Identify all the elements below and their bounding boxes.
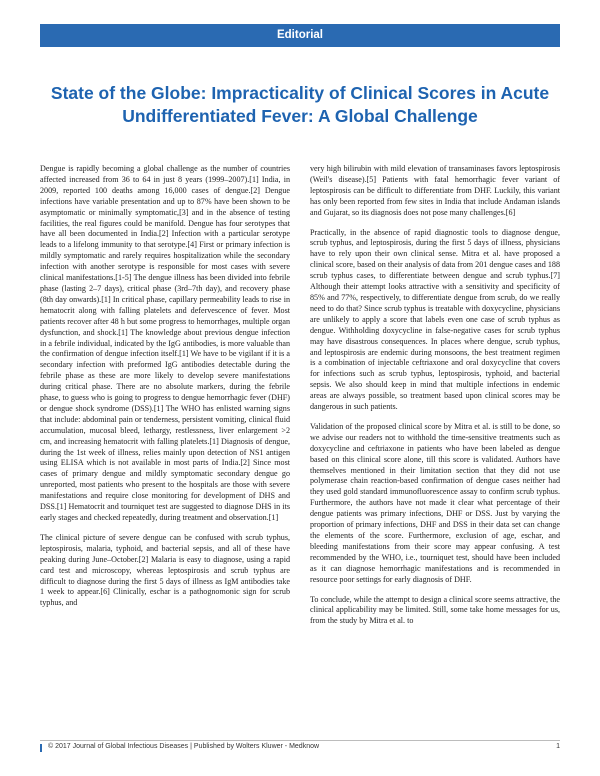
right-paragraph-2: Practically, in the absence of rapid diagnostic tools to diagnose dengue, scrub typhus, and leptospirosis, during the first 5 days of illness, physicians have to rely upon their own clinical sense. Mitra et al. have proposed a clinical score, based on their analysis of data from 201 dengue cases and 188 scrub typhus cases, to differentiate between dengue and scrub typhus.[7] Although their attempt looks attractive with a sensitivity and specificity of 85% and 77%, respectively, to differentiate dengue from scrub, do we really need to do that? Since scrub typhus is treatable with doxycycline, physicians are unlikely to apply a score that labels even one case of scrub typhus as dengue. Withholding doxycycline in false-negative cases for scrub typhus may have disastrous consequences. In places where dengue, scrub typhus, and leptospirosis are endemic during monsoons, the best treatment regimen is a combination of injectable ceftriaxone and oral doxycycline that covers for infections such as scrub typhus, leptospirosis, typhoid, and bacterial sepsis. We also should keep in mind that multiple infections in endemic areas are always possible, so treatment based upon clinical scores may be dangerous in such patients. <box>310 227 560 412</box>
right-column <box>310 164 560 729</box>
page-number: 1 <box>556 743 560 750</box>
section-banner <box>40 24 560 47</box>
left-paragraph-1: Dengue is rapidly becoming a global challenge as the number of countries affected increased from 36 to 64 in just 8 years (1999–2007).[1] India, in 2009, reported 100 deaths among 16,000 cases of dengue.[2] Dengue infections have variable presentation and up to 87% have been shown to be asymptomatic or minimally symptomatic,[3] and in the absence of testing facilities, the real figures could be manifold. Dengue has four serotypes that have all been documented in India.[2] Infection with a particular serotype leads to a lifelong immunity to that serotype.[4] First or primary infection is mildly symptomatic and rarely requires hospitalization while the secondary infection with another serotype is responsible for most cases with severe clinical manifestations.[1-5] The dengue illness has been divided into febrile phase (lasting 2–7 days), critical phase (3rd–7th day), and recovery phase (8th day onwards).[1] In critical phase, capillary permeability leads to rise in hematocrit along with falling platelets and defervescence of fever. Most patients recover after 48 h but some progress to hemorrhages, multiple organ dysfunction, and shock.[1] The knowledge about previous dengue infection in a febrile individual, indicated by the IgG antibodies, is more valuable than the confirmation of dengue infection itself.[1] We have to be vigilant if it is a secondary infection with preformed IgG antibodies detectable during the febrile phase as these are more likely to develop severe manifestations during critical phase. There are no absolute markers, during the febrile phase, to guess who is going to progress to dengue hemorrhagic fever (DHF) or dengue shock syndrome (DSS).[1] The WHO has enlisted warning signs that include: abdominal pain or tenderness, persistent vomiting, clinical fluid accumulation, mucosal bleed, lethargy, restlessness, liver enlargement >2 cm, and increasing hematocrit with falling platelets.[1] Diagnosis of dengue, during the 1st week of illness, relies mainly upon detection of NS1 antigen using ELISA which is not available in most parts of India.[2] Since most cases of primary dengue and mildly symptomatic secondary dengue go unreported, most patients who present to the hospitals are those with severe manifestations and require close monitoring for development of DHS and DSS.[1] Hematocrit and tourniquet test are suggested to diagnose DHS in its early stages and checked repeatedly, during treatment and observation.[1] <box>40 164 290 522</box>
left-paragraph-2: The clinical picture of severe dengue can be confused with scrub typhus, leptospirosis, malaria, typhoid, and bacterial sepsis, and all of these have peaking during June–October.[2] Malaria is easy to diagnose, using a rapid card test and microscopy, whereas leptospirosis and scrub typhus are difficult to diagnose during the first 5 days of illness as IgM antibodies take 1 week to appear.[6] Clinically, eschar is a pathognomonic sign for scrub typhus, and <box>40 532 290 608</box>
footer-accent-bar <box>40 744 42 752</box>
right-paragraph-1: very high bilirubin with mild elevation of transaminases favors leptospirosis (Weil's disease).[5] Patients with fatal hemorrhagic fever variant of leptospirosis can be difficult to differentiate from DHF. Luckily, this variant has only been reported from few sites in India that include Andaman islands and Gujarat, so its diagnosis does not pose many challenges.[6] <box>310 164 560 217</box>
footer-copyright: © 2017 Journal of Global Infectious Diseases | Published by Wolters Kluwer - Medknow <box>48 743 320 750</box>
article-title: State of the Globe: Impracticality of Clinical Scores in Acute Undifferentiated Fever: A Global Challenge <box>50 83 550 126</box>
right-paragraph-4: To conclude, while the attempt to design a clinical score seems attractive, the clinical applicability may be limited. Still, some take home messages for us, from the study by Mitra et al. to <box>310 594 560 626</box>
left-column <box>40 164 290 729</box>
right-paragraph-3: Validation of the proposed clinical score by Mitra et al. is still to be done, so we advise our readers not to withhold the time-sensitive treatments such as doxycycline and ceftriaxone in patients who have been labeled as dengue based on this clinical score alone, till this score is validated. Authors have themselves mentioned in their limitation section that they did not use polymerase chain reaction-based confirmation of dengue cases neither had they used gold standard immunofluorescence assay to confirm scrub typhus. Furthermore, the authors have not made it clear what percentage of their dengue patients was primary infections, DHF or DSS. Just by varying the proportion of primary infections, DHF and DSS in their data set can change the elements of the score. Furthermore, exclusion of age, eschar, and bleeding manifestations from their score may appear confusing. A test recommended by the WHO, i.e., tourniquet test, should have been included as it can diagnose hemorrhagic manifestations and is recommended in resource poor settings for early diagnosis of DHF. <box>310 421 560 584</box>
section-label: Editorial <box>276 29 323 41</box>
footer-divider <box>40 740 560 741</box>
